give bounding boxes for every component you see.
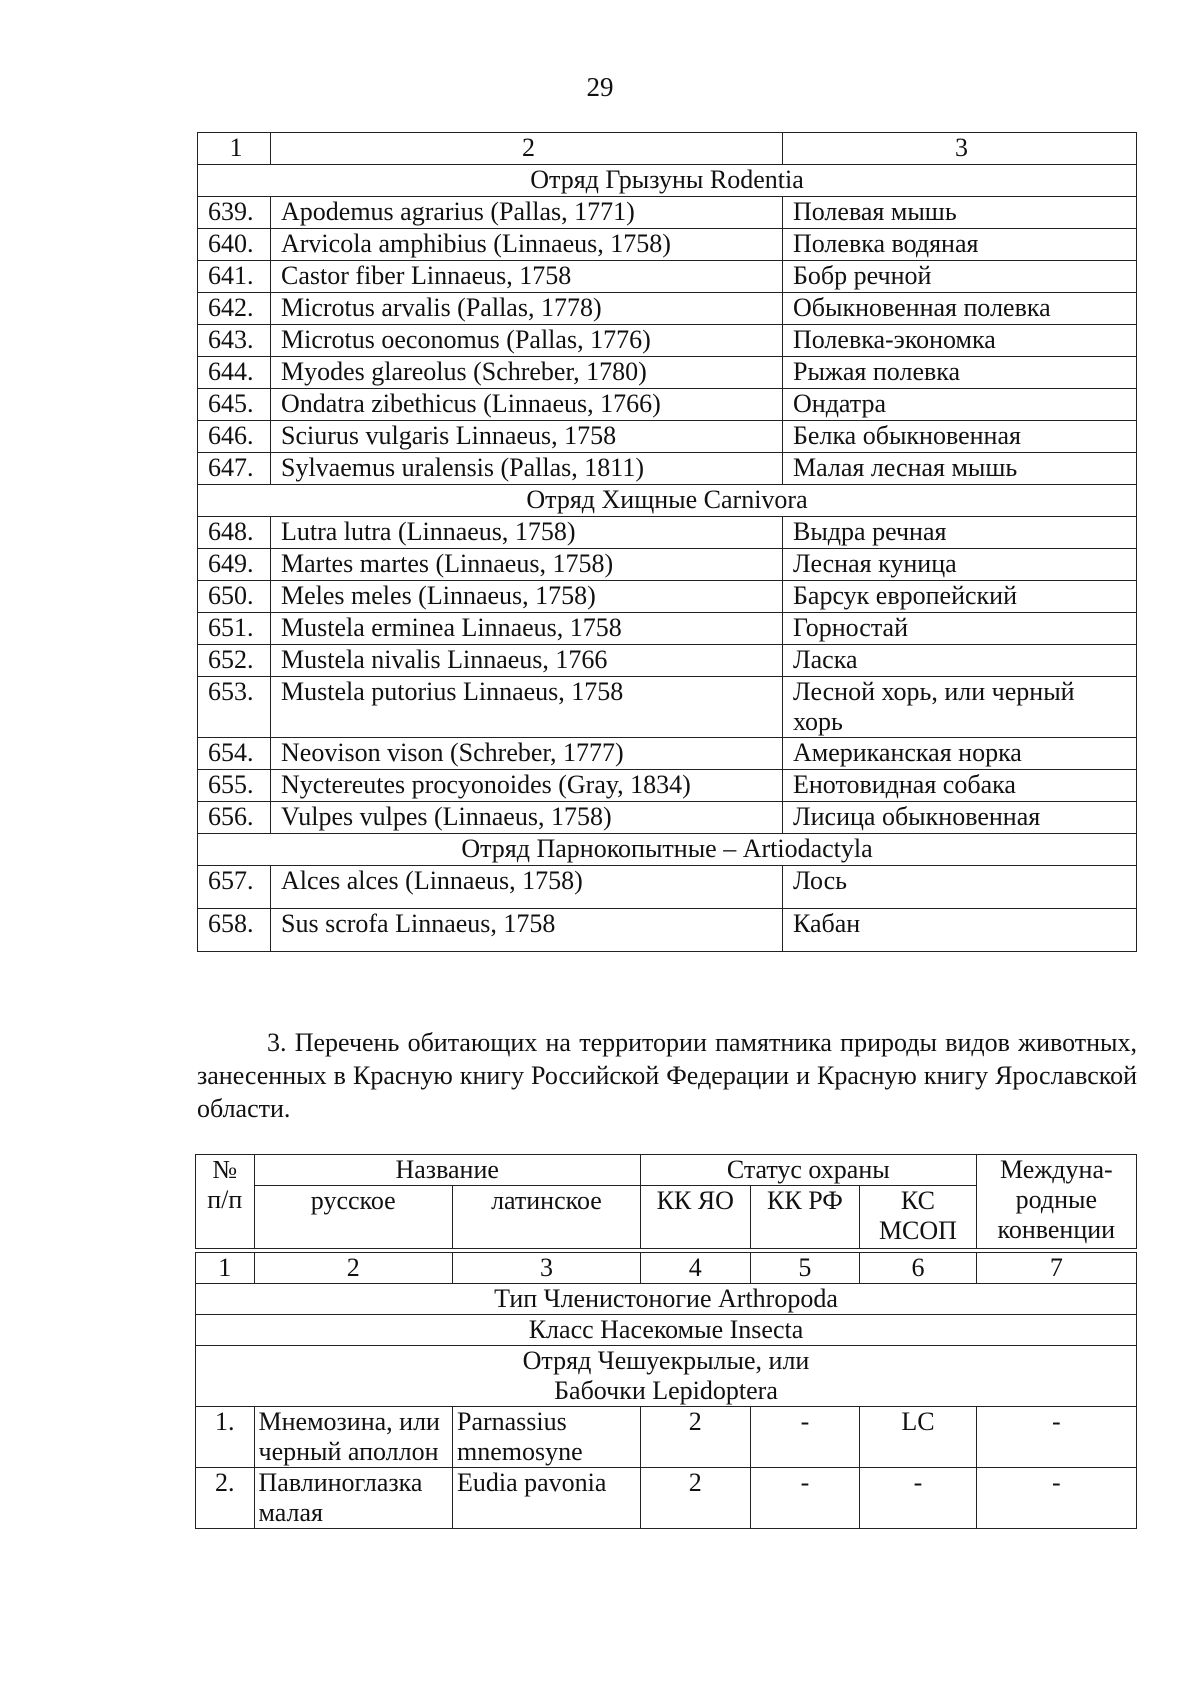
section-row [196,1346,1137,1407]
row-number: 647. [198,453,271,485]
section-title: Тип Членистоногие Arthropoda [196,1284,1137,1315]
latin-name: Arvicola amphibius (Linnaeus, 1758) [271,229,783,261]
russian-name: Полевка водяная [783,229,1137,261]
row-number: 654. [198,738,271,770]
column-number: 4 [640,1253,750,1284]
row-number: 655. [198,770,271,802]
latin-name: Neovison vison (Schreber, 1777) [271,738,783,770]
red-book-table [195,1154,1137,1529]
russian-name: Лисица обыкновенная [783,802,1137,834]
kk-rf-value: - [750,1407,860,1468]
row-number: 2. [196,1468,255,1529]
row-number: 653. [198,677,271,738]
russian-name: Енотовидная собака [783,770,1137,802]
russian-name: Выдра речная [783,517,1137,549]
intl-value: - [976,1468,1136,1529]
row-number: 658. [198,909,271,952]
latin-name: Eudia pavonia [452,1468,640,1529]
table-row [198,866,1137,909]
table-row [198,549,1137,581]
table-row [198,581,1137,613]
header-status: Статус охраны [640,1155,976,1186]
page-number: 29 [586,72,614,102]
header-ks-msop: КС МСОП [860,1186,976,1249]
ks-msop-value: - [860,1468,976,1529]
header-name: Название [254,1155,640,1186]
row-number: 642. [198,293,271,325]
russian-name: Кабан [783,909,1137,952]
group-row [198,485,1137,517]
latin-name: Meles meles (Linnaeus, 1758) [271,581,783,613]
russian-name: Полевая мышь [783,197,1137,229]
russian-name: Павлиноглазка малая [254,1468,452,1529]
section-row [196,1315,1137,1346]
column-numbers-row [196,1253,1137,1284]
russian-name: Полевка-экономка [783,325,1137,357]
latin-name: Martes martes (Linnaeus, 1758) [271,549,783,581]
column-number: 5 [750,1253,860,1284]
table-row [198,517,1137,549]
latin-name: Nyctereutes procyonoides (Gray, 1834) [271,770,783,802]
row-number: 644. [198,357,271,389]
table-row [198,229,1137,261]
group-row [198,165,1137,197]
kk-rf-value: - [750,1468,860,1529]
russian-name: Лесной хорь, или черный хорь [783,677,1137,738]
row-number: 646. [198,421,271,453]
row-number: 650. [198,581,271,613]
row-number: 648. [198,517,271,549]
row-number: 1. [196,1407,255,1468]
group-title: Отряд Парнокопытные – Artiodactyla [198,834,1137,866]
russian-name: Лесная куница [783,549,1137,581]
russian-name: Бобр речной [783,261,1137,293]
header-name-ru: русское [254,1186,452,1249]
header-kk-yao: КК ЯО [640,1186,750,1249]
table-row [198,453,1137,485]
russian-name: Малая лесная мышь [783,453,1137,485]
latin-name: Myodes glareolus (Schreber, 1780) [271,357,783,389]
row-number: 656. [198,802,271,834]
table-row [198,261,1137,293]
table-header-row [198,133,1137,165]
column-number: 7 [976,1253,1136,1284]
table-row [198,738,1137,770]
group-title: Отряд Грызуны Rodentia [198,165,1137,197]
table-row [198,357,1137,389]
row-number: 639. [198,197,271,229]
latin-name: Mustela nivalis Linnaeus, 1766 [271,645,783,677]
russian-name: Американская норка [783,738,1137,770]
header-num: № п/п [196,1155,255,1249]
group-row [198,834,1137,866]
table-row [196,1468,1137,1529]
column-number: 1 [196,1253,255,1284]
table-row [198,802,1137,834]
table-row [198,770,1137,802]
russian-name: Ондатра [783,389,1137,421]
table-row [198,421,1137,453]
row-number: 657. [198,866,271,909]
header-kk-rf: КК РФ [750,1186,860,1249]
latin-name: Sus scrofa Linnaeus, 1758 [271,909,783,952]
row-number: 641. [198,261,271,293]
column-number: 3 [452,1253,640,1284]
table-row [198,677,1137,738]
table-row [198,197,1137,229]
latin-name: Apodemus agrarius (Pallas, 1771) [271,197,783,229]
latin-name: Mustela erminea Linnaeus, 1758 [271,613,783,645]
row-number: 643. [198,325,271,357]
table-row [198,389,1137,421]
row-number: 640. [198,229,271,261]
russian-name: Лось [783,866,1137,909]
latin-name: Castor fiber Linnaeus, 1758 [271,261,783,293]
section-paragraph: 3. Перечень обитающих на территории памятника природы видов животных, занесенных в Красную книгу Российской Федерации и Красную книгу Ярославской области. [197,1028,1137,1123]
section-title: Класс Насекомые Insecta [196,1315,1137,1346]
table-row [198,645,1137,677]
latin-name: Vulpes vulpes (Linnaeus, 1758) [271,802,783,834]
header-cell: 1 [198,133,271,165]
section-title: Отряд Чешуекрылые, или Бабочки Lepidoptera [196,1346,1137,1407]
header-intl: Междуна-родные конвенции [976,1155,1136,1249]
intl-value: - [976,1407,1136,1468]
row-number: 645. [198,389,271,421]
species-table-mammals [197,132,1137,952]
table-row [198,909,1137,952]
latin-name: Ondatra zibethicus (Linnaeus, 1766) [271,389,783,421]
latin-name: Parnassius mnemosyne [452,1407,640,1468]
latin-name: Lutra lutra (Linnaeus, 1758) [271,517,783,549]
column-number: 6 [860,1253,976,1284]
column-number: 2 [254,1253,452,1284]
header-row [196,1155,1137,1186]
row-number: 652. [198,645,271,677]
table-row [198,293,1137,325]
latin-name: Microtus oeconomus (Pallas, 1776) [271,325,783,357]
header-cell: 3 [783,133,1137,165]
table-row [198,325,1137,357]
russian-name: Барсук европейский [783,581,1137,613]
ks-msop-value: LC [860,1407,976,1468]
latin-name: Mustela putorius Linnaeus, 1758 [271,677,783,738]
latin-name: Sciurus vulgaris Linnaeus, 1758 [271,421,783,453]
row-number: 651. [198,613,271,645]
section-row [196,1284,1137,1315]
latin-name: Alces alces (Linnaeus, 1758) [271,866,783,909]
russian-name: Рыжая полевка [783,357,1137,389]
latin-name: Microtus arvalis (Pallas, 1778) [271,293,783,325]
russian-name: Горностай [783,613,1137,645]
table-row [198,613,1137,645]
russian-name: Мнемозина, или черный аполлон [254,1407,452,1468]
russian-name: Обыкновенная полевка [783,293,1137,325]
latin-name: Sylvaemus uralensis (Pallas, 1811) [271,453,783,485]
row-number: 649. [198,549,271,581]
group-title: Отряд Хищные Carnivora [198,485,1137,517]
header-cell: 2 [271,133,783,165]
kk-yao-value: 2 [640,1468,750,1529]
russian-name: Белка обыкновенная [783,421,1137,453]
header-name-lat: латинское [452,1186,640,1249]
kk-yao-value: 2 [640,1407,750,1468]
russian-name: Ласка [783,645,1137,677]
table-row [196,1407,1137,1468]
